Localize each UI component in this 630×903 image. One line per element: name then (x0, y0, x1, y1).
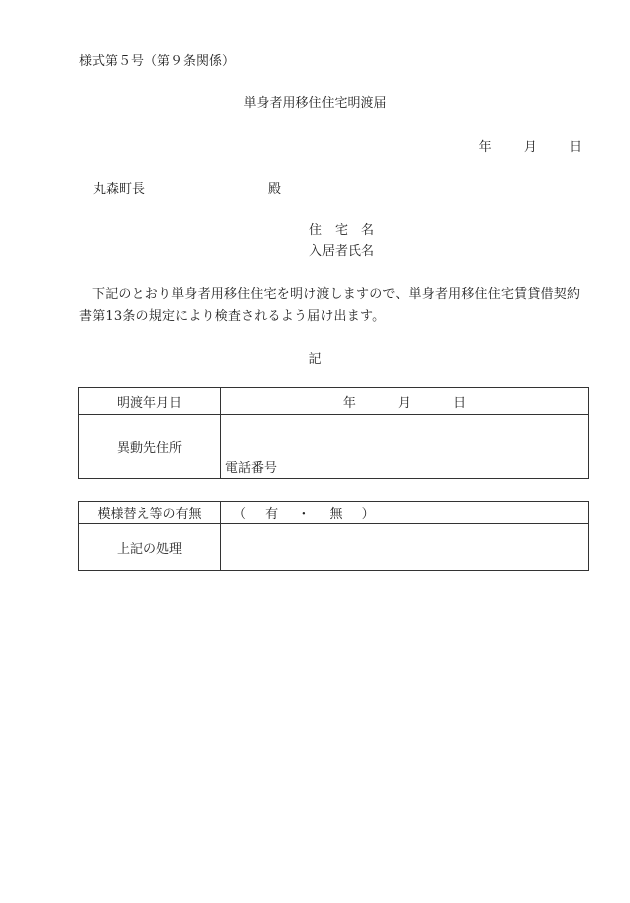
resident-name-label: 入居者氏名 (309, 244, 375, 259)
vacate-day: 日 (453, 395, 467, 411)
housing-name-label: 住 宅 名 (309, 223, 375, 238)
open-paren: （ (233, 507, 247, 522)
ki-heading: 記 (308, 352, 322, 367)
form-number: 様式第５号（第９条関係） (79, 54, 236, 69)
handling-field[interactable] (221, 524, 589, 571)
remodel-table (78, 501, 589, 571)
addressee-honorific: 殿 (268, 182, 282, 197)
new-address-field[interactable] (221, 415, 589, 479)
remodel-choice-field[interactable] (221, 502, 589, 524)
document-title: 単身者用移住住宅明渡届 (243, 96, 387, 111)
vacate-date-field[interactable] (221, 388, 589, 415)
vacate-month: 月 (397, 395, 411, 411)
new-address-label: 異動先住所 (79, 415, 221, 479)
submission-date (479, 136, 582, 155)
vacate-date-label: 明渡年月日 (79, 388, 221, 415)
body-text: 下記のとおり単身者用移住住宅を明け渡しますので、単身者用移住住宅賃貸借契約書第13条の規定により検査されるよう届け出ます。 (79, 287, 581, 324)
close-paren: ） (361, 507, 375, 522)
table-row (79, 524, 589, 571)
remodel-label: 模様替え等の有無 (79, 502, 221, 524)
table-row (79, 415, 589, 479)
date-day: 日 (568, 140, 582, 155)
vacate-info-table (78, 387, 589, 479)
handling-label: 上記の処理 (79, 524, 221, 571)
date-year: 年 (478, 140, 492, 155)
table-row (79, 502, 589, 524)
applicant-fields (309, 220, 374, 262)
option-no[interactable]: 無 (329, 507, 343, 522)
addressee-name: 丸森町長 (93, 182, 146, 197)
option-yes[interactable]: 有 (265, 507, 279, 522)
table-row (79, 388, 589, 415)
separator-dot: ・ (297, 507, 311, 522)
vacate-year: 年 (342, 395, 356, 411)
phone-label: 電話番号 (225, 461, 278, 476)
date-month: 月 (523, 140, 537, 155)
